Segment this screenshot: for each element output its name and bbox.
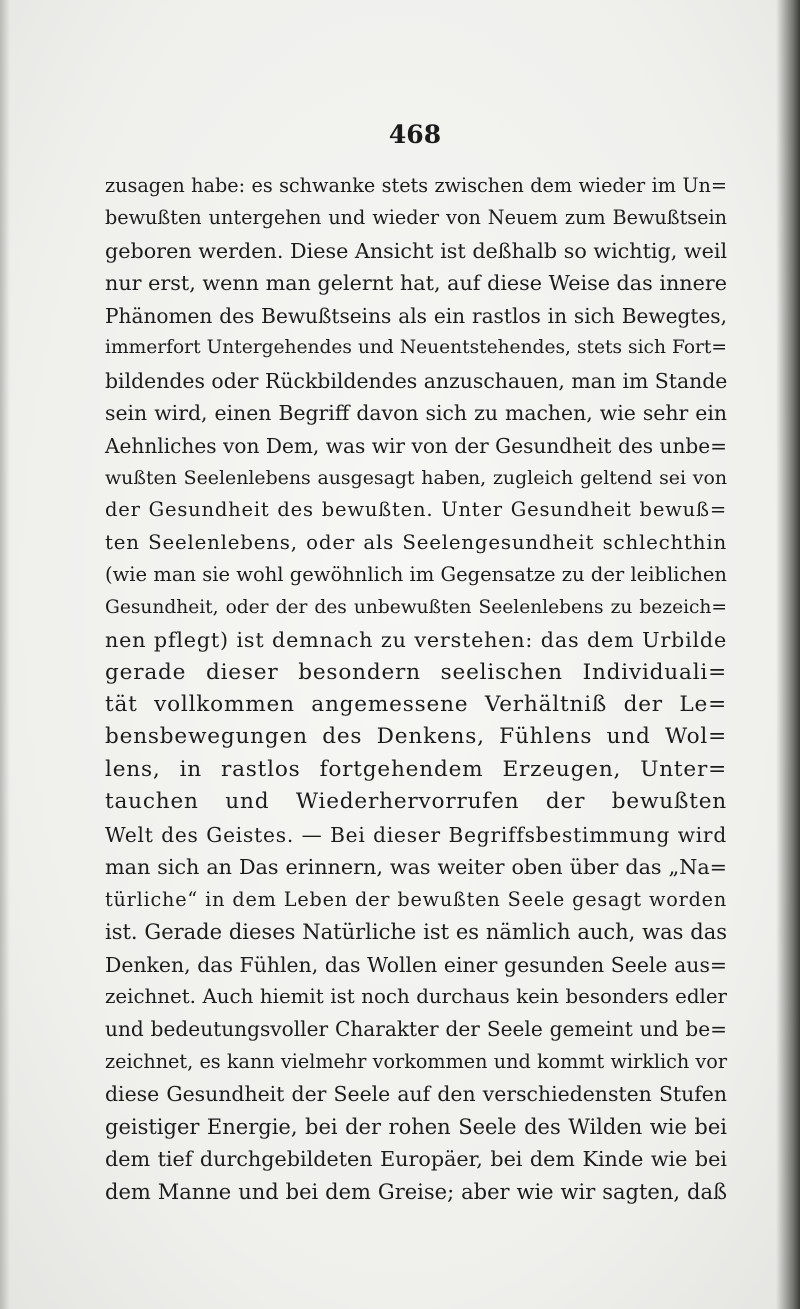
text-line: immerfort Untergehendes und Neuentstehendes, stets sich Fort= (105, 337, 727, 359)
text-line: nen pflegt) ist demnach zu verstehen: das dem Urbilde (105, 628, 727, 653)
text-line: Gesundheit, oder der des unbewußten Seelenlebens zu bezeich= (105, 596, 727, 618)
page-shadow-right (776, 0, 800, 1309)
text-line: Denken, das Fühlen, das Wollen einer gesunden Seele aus= (105, 952, 727, 977)
text-line: diese Gesundheit der Seele auf den verschiedensten Stufen (105, 1082, 727, 1107)
page-number: 468 (388, 120, 442, 149)
text-line: Phänomen des Bewußtseins als ein rastlos in sich Bewegtes, (105, 303, 727, 328)
text-line: (wie man sie wohl gewöhnlich im Gegensatze zu der leiblichen (105, 563, 727, 587)
text-line: dem tief durchgebildeten Europäer, bei dem Kinde wie bei (105, 1147, 727, 1172)
text-line: Aehnliches von Dem, was wir von der Gesundheit des unbe= (105, 433, 727, 458)
text-line: man sich an Das erinnern, was weiter oben über das „Na= (105, 855, 727, 880)
text-line: Welt des Geistes. — Bei dieser Begriffsbestimmung wird (105, 822, 727, 847)
text-line: der Gesundheit des bewußten. Unter Gesundheit bewuß= (105, 498, 727, 522)
text-line: zusagen habe: es schwanke stets zwischen dem wieder im Un= (105, 174, 727, 197)
text-line: bildendes oder Rückbildendes anzuschauen, man im Stande (105, 368, 728, 393)
text-line: ten Seelenlebens, oder als Seelengesundheit schlechthin (105, 530, 727, 554)
text-line: geboren werden. Diese Ansicht ist deßhalb so wichtig, weil (105, 238, 728, 263)
text-line: wußten Seelenlebens ausgesagt haben, zugleich geltend sei von (105, 466, 727, 489)
text-line: sein wird, einen Begriff davon sich zu machen, wie sehr ein (105, 401, 727, 426)
text-line: geistiger Energie, bei der rohen Seele des Wilden wie bei (105, 1114, 727, 1139)
text-line: dem Manne und bei dem Greise; aber wie wir sagten, daß (105, 1179, 727, 1204)
text-line: tauchen und Wiederhervorrufen der bewußten (105, 789, 727, 815)
text-line: bewußten untergehen und wieder von Neuem zum Bewußtsein (105, 206, 727, 230)
page-shadow-left (0, 0, 10, 1309)
text-line: nur erst, wenn man gelernt hat, auf diese Weise das innere (105, 271, 727, 296)
text-line: zeichnet, es kann vielmehr vorkommen und kommt wirklich vor (105, 1049, 727, 1073)
text-line: bensbewegungen des Denkens, Fühlens und Wol= (105, 724, 727, 750)
text-line: türliche“ in dem Leben der bewußten Seele gesagt worden (105, 887, 727, 911)
body-text (105, 170, 727, 1208)
text-line: zeichnet. Auch hiemit ist noch durchaus kein besonders edler (105, 984, 727, 1008)
text-line: gerade dieser besondern seelischen Individuali= (105, 659, 727, 685)
text-line: und bedeutungsvoller Charakter der Seele gemeint und be= (105, 1017, 727, 1042)
text-line: lens, in rastlos fortgehendem Erzeugen, Unter= (105, 756, 727, 782)
text-line: ist. Gerade dieses Natürliche ist es nämlich auch, was das (105, 920, 727, 945)
text-line: tät vollkommen angemessene Verhältniß der Le= (105, 692, 727, 717)
